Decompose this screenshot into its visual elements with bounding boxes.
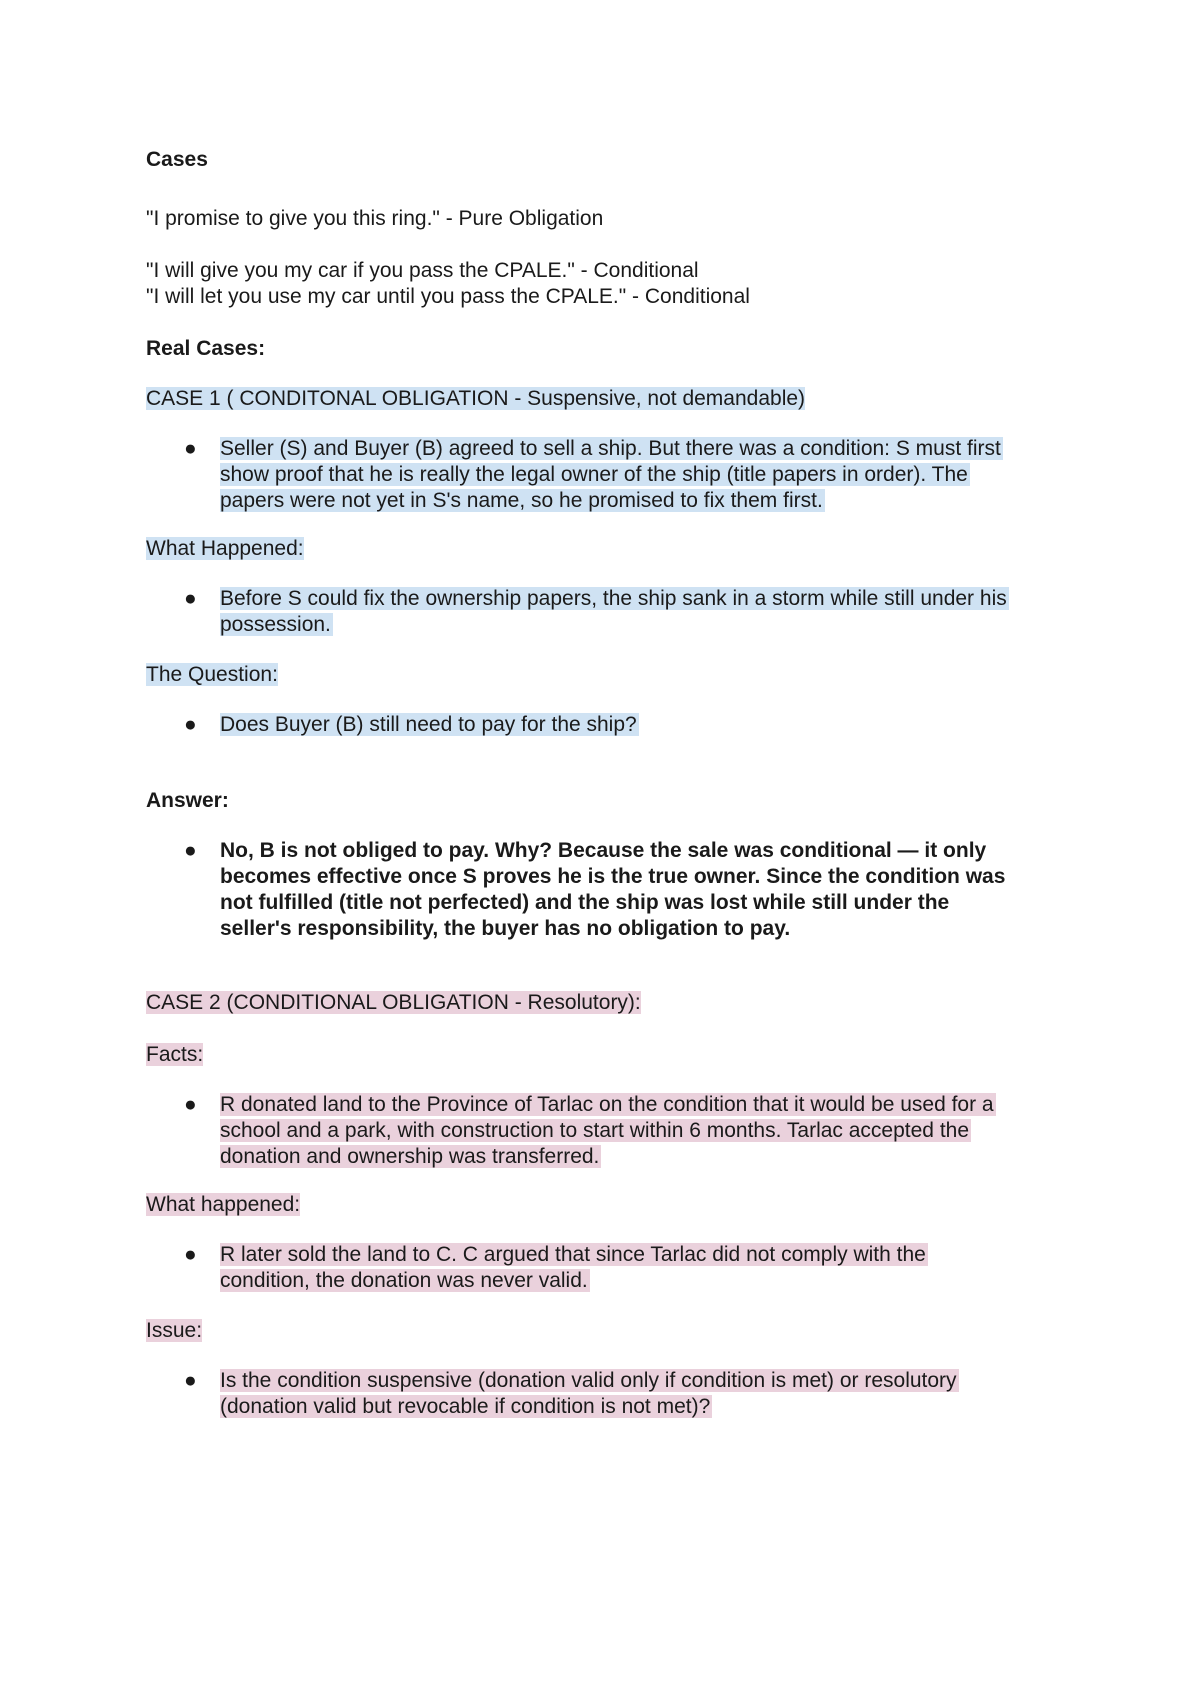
page-heading: Cases	[146, 148, 208, 171]
case2-issue-label: Issue:	[146, 1319, 203, 1342]
example-conditional-1: "I will give you my car if you pass the CPALE." - Conditional	[146, 259, 699, 282]
bullet-icon: ●	[184, 713, 197, 736]
example-conditional-2: "I will let you use my car until you pass the CPALE." - Conditional	[146, 285, 750, 308]
bullet-icon: ●	[184, 1093, 197, 1116]
case1-question: Does Buyer (B) still need to pay for the ship?	[220, 713, 637, 736]
case2-what-happened-label: What happened:	[146, 1193, 301, 1216]
case2-title: CASE 2 (CONDITIONAL OBLIGATION - Resolutory):	[146, 991, 641, 1014]
bullet-icon: ●	[184, 437, 197, 460]
bullet-icon: ●	[184, 1369, 197, 1392]
case1-answer: No, B is not obliged to pay. Why? Because the sale was conditional — it only becomes effective once S proves he is the true owner. Since the condition was not fulfilled (title not perfected) and the ship was lost while still under the seller's responsibility, the buyer has no obligation to pay.	[220, 839, 1006, 940]
case1-question-label: The Question:	[146, 663, 278, 686]
bullet-icon: ●	[184, 1243, 197, 1266]
case1-title: CASE 1 ( CONDITONAL OBLIGATION - Suspensive, not demandable)	[146, 387, 806, 410]
case2-facts: R donated land to the Province of Tarlac on the condition that it would be used for a school and a park, with construction to start within 6 months. Tarlac accepted the donation and ownership was transferred.	[220, 1093, 994, 1168]
example-pure-obligation: "I promise to give you this ring." - Pure Obligation	[146, 207, 604, 230]
case1-facts: Seller (S) and Buyer (B) agreed to sell a ship. But there was a condition: S must first show proof that he is really the legal owner of the ship (title papers in order). The papers were not yet in S's name, so he promised to fix them first.	[220, 437, 1001, 512]
case2-what-happened: R later sold the land to C. C argued that since Tarlac did not comply with the condition, the donation was never valid.	[220, 1243, 926, 1292]
case1-what-happened-label: What Happened:	[146, 537, 304, 560]
case1-what-happened: Before S could fix the ownership papers, the ship sank in a storm while still under his possession.	[220, 587, 1007, 636]
real-cases-heading: Real Cases:	[146, 337, 266, 360]
case2-facts-label: Facts:	[146, 1043, 204, 1066]
case2-issue: Is the condition suspensive (donation valid only if condition is met) or resolutory (donation valid but revocable if condition is not met)?	[220, 1369, 957, 1418]
bullet-icon: ●	[184, 587, 197, 610]
bullet-icon: ●	[184, 839, 197, 862]
case1-answer-label: Answer:	[146, 789, 229, 812]
